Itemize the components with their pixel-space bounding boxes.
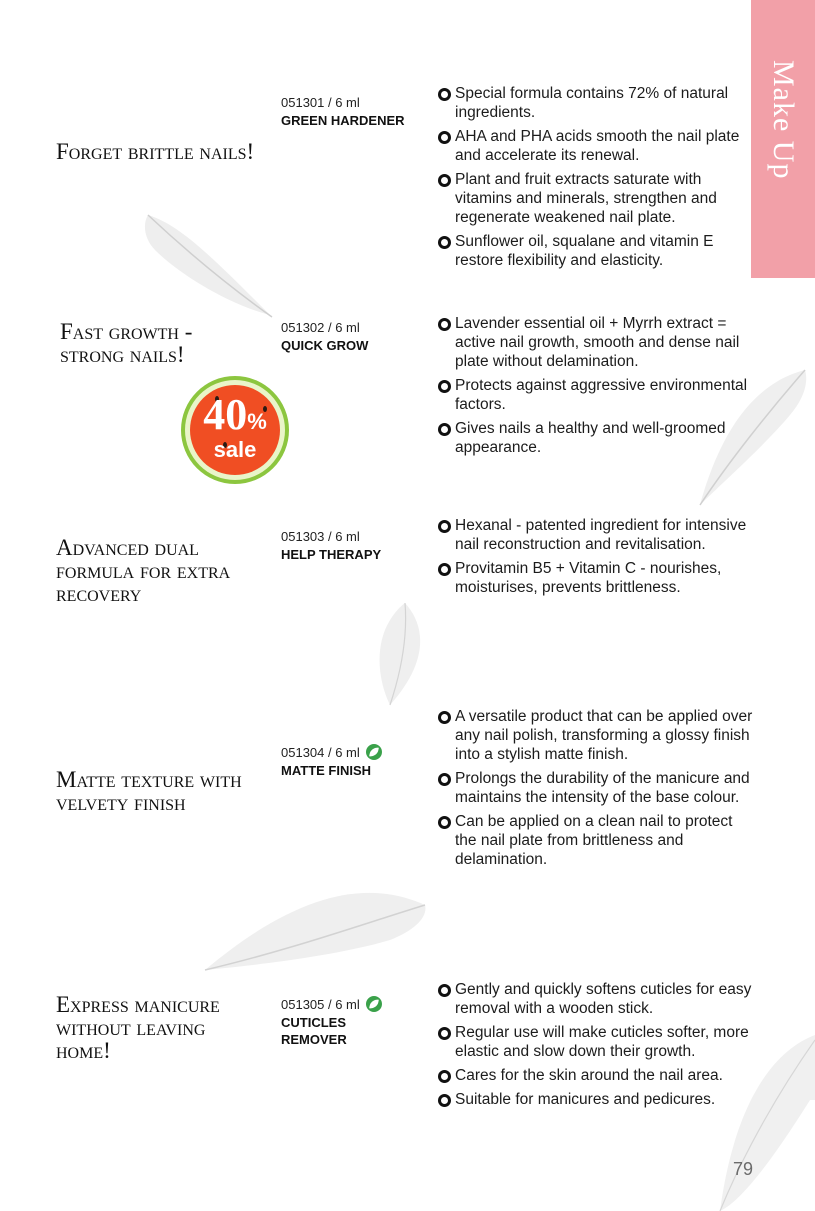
product-code: 051304 / 6 ml (281, 744, 421, 762)
benefit-item: Provitamin B5 + Vitamin C - nourishes, moisturises, prevents brittleness. (438, 559, 758, 597)
product-headline: Advanced dual formula for extra recovery (56, 535, 231, 606)
section-tab (751, 0, 815, 278)
product-name: QUICK GROW (281, 338, 369, 353)
benefit-item: AHA and PHA acids smooth the nail plate and accelerate its renewal. (438, 127, 758, 165)
product-benefits (438, 314, 758, 462)
product-name: MATTE FINISH (281, 763, 372, 778)
product-headline: Matte texture with velvety finish (56, 767, 242, 815)
eco-leaf-icon (366, 996, 382, 1012)
benefit-item: Can be applied on a clean nail to protect the nail plate from brittleness and delamination. (438, 812, 758, 869)
sale-percent: 40% (203, 390, 267, 439)
benefit-item: Hexanal - patented ingredient for intensive nail reconstruction and revitalisation. (438, 516, 758, 554)
benefit-item: Prolongs the durability of the manicure and maintains the intensity of the base colour. (438, 769, 758, 807)
benefit-item: Sunflower oil, squalane and vitamin E restore flexibility and elasticity. (438, 232, 758, 270)
benefit-item: Gives nails a healthy and well-groomed appearance. (438, 419, 758, 457)
product-benefits (438, 84, 758, 275)
sale-label: sale (213, 437, 257, 462)
benefit-item: Cares for the skin around the nail area. (438, 1066, 758, 1085)
product-headline: Forget brittle nails! (56, 139, 255, 164)
feather-decoration (360, 600, 435, 710)
feather-decoration (140, 195, 280, 325)
product-benefits (438, 516, 758, 602)
product-code-block (281, 744, 421, 779)
section-tab-label: Make Up (767, 60, 800, 180)
product-benefits (438, 707, 758, 874)
sale-badge (181, 376, 289, 484)
benefit-item: Protects against aggressive environmental factors. (438, 376, 758, 414)
product-code: 051301 / 6 ml (281, 95, 360, 110)
benefit-item: Special formula contains 72% of natural ingredients. (438, 84, 758, 122)
product-name: GREEN HARDENER (281, 113, 405, 128)
benefit-item: Gently and quickly softens cuticles for easy removal with a wooden stick. (438, 980, 758, 1018)
product-name: HELP THERAPY (281, 547, 382, 562)
product-code: 051302 / 6 ml (281, 320, 360, 335)
product-headline: Express manicure without leaving home! (56, 992, 220, 1063)
product-code-block (281, 996, 421, 1048)
feather-decoration (200, 875, 430, 985)
product-benefits (438, 980, 758, 1114)
product-code: 051303 / 6 ml (281, 529, 360, 544)
benefit-item: Regular use will make cuticles softer, more elastic and slow down their growth. (438, 1023, 758, 1061)
product-headline: Fast growth - strong nails! (60, 319, 193, 367)
eco-leaf-icon (366, 744, 382, 760)
benefit-item: Suitable for manicures and pedicures. (438, 1090, 758, 1109)
product-name: CUTICLES REMOVER (281, 1015, 347, 1047)
benefit-item: A versatile product that can be applied over any nail polish, transforming a glossy finish into a stylish matte finish. (438, 707, 758, 764)
product-code-block (281, 528, 421, 563)
benefit-item: Lavender essential oil + Myrrh extract = active nail growth, smooth and dense nail plate without delamination. (438, 314, 758, 371)
page-number: 79 (733, 1159, 754, 1179)
product-code: 051305 / 6 ml (281, 996, 421, 1014)
product-code-block (281, 319, 421, 354)
product-code-block (281, 94, 421, 129)
benefit-item: Plant and fruit extracts saturate with vitamins and minerals, strengthen and regenerate weakened nail plate. (438, 170, 758, 227)
